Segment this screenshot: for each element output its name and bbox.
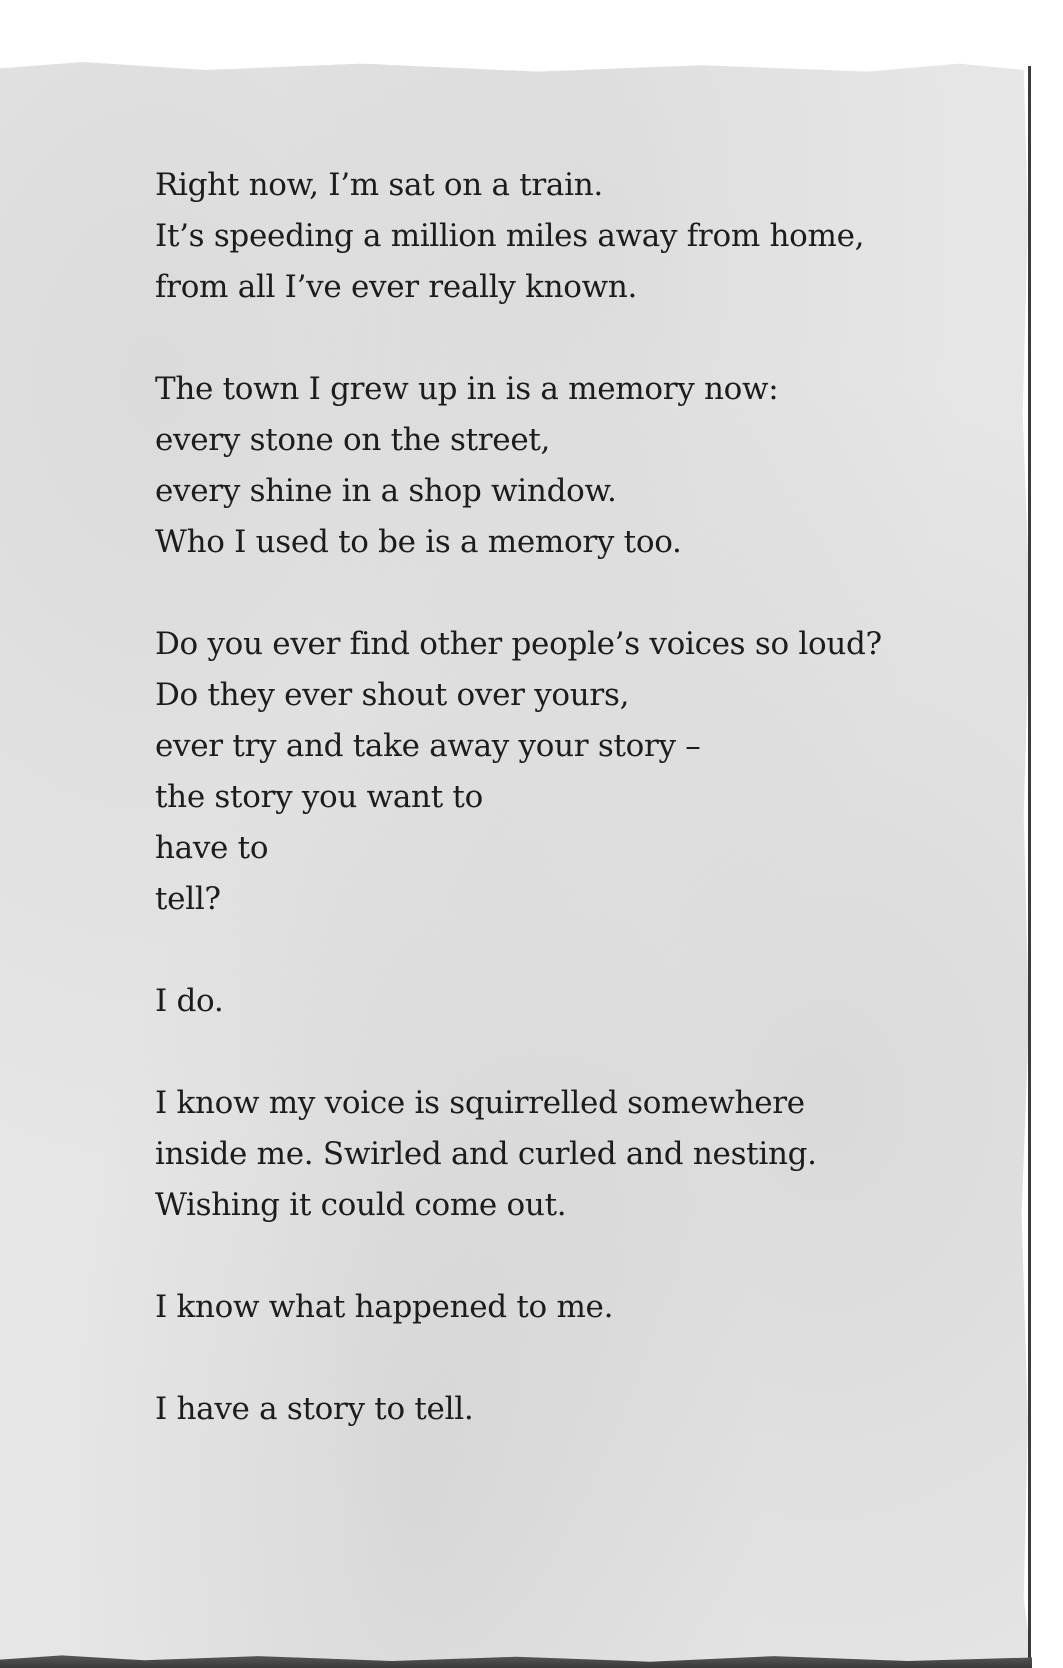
stanza-1	[155, 160, 995, 313]
poem-line: Who I used to be is a memory too.	[155, 524, 682, 560]
poem-line: I know my voice is squirrelled somewhere	[155, 1085, 805, 1121]
poem-line: I have a story to tell.	[155, 1391, 474, 1427]
stanza-break	[155, 925, 995, 976]
stanza-break	[155, 1027, 995, 1078]
poem-line: from all I’ve ever really known.	[155, 269, 638, 305]
poem-line: every stone on the street,	[155, 422, 551, 458]
poem-line: have to	[155, 830, 269, 866]
poem-line: the story you want to	[155, 779, 483, 815]
poem-line: I do.	[155, 983, 224, 1019]
poem-line: Do you ever find other people’s voices so loud?	[155, 626, 882, 662]
stanza-break	[155, 1333, 995, 1384]
stanza-7	[155, 1384, 995, 1435]
poem-line: Right now, I’m sat on a train.	[155, 167, 603, 203]
poem-line: every shine in a shop window.	[155, 473, 617, 509]
stanza-4	[155, 976, 995, 1027]
stanza-break	[155, 313, 995, 364]
poem-line: inside me. Swirled and curled and nesting.	[155, 1136, 817, 1172]
poem-line: Wishing it could come out.	[155, 1187, 567, 1223]
poem-line: Do they ever shout over yours,	[155, 677, 630, 713]
poem-line: ever try and take away your story –	[155, 728, 701, 764]
poem-line: The town I grew up in is a memory now:	[155, 371, 779, 407]
poem-line: I know what happened to me.	[155, 1289, 614, 1325]
stanza-break	[155, 568, 995, 619]
poem-text	[155, 160, 995, 1435]
stanza-5	[155, 1078, 995, 1231]
stanza-break	[155, 1231, 995, 1282]
stanza-6	[155, 1282, 995, 1333]
poem-line: tell?	[155, 881, 221, 917]
poem-line: It’s speeding a million miles away from home,	[155, 218, 865, 254]
stanza-2	[155, 364, 995, 568]
paper-right-edge	[1028, 66, 1031, 1660]
stanza-3	[155, 619, 995, 925]
